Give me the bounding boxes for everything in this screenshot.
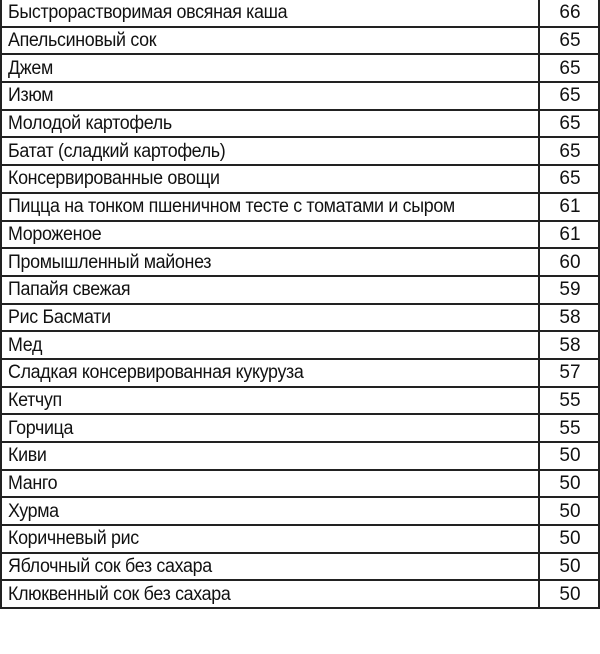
food-name-cell: Изюм xyxy=(1,82,539,110)
gi-value-cell: 61 xyxy=(539,221,599,249)
food-name-cell: Молодой картофель xyxy=(1,110,539,138)
table-row xyxy=(1,221,599,249)
table-row xyxy=(1,165,599,193)
table-row xyxy=(1,82,599,110)
food-name-cell: Кетчуп xyxy=(1,387,539,415)
gi-value-cell: 57 xyxy=(539,359,599,387)
gi-value-cell: 50 xyxy=(539,442,599,470)
table-row xyxy=(1,137,599,165)
food-name-cell: Манго xyxy=(1,470,539,498)
food-name-cell: Мороженое xyxy=(1,221,539,249)
table-row xyxy=(1,0,599,27)
food-name-cell: Джем xyxy=(1,54,539,82)
gi-value-cell: 65 xyxy=(539,165,599,193)
food-name-cell: Апельсиновый сок xyxy=(1,27,539,55)
food-name-cell: Яблочный сок без сахара xyxy=(1,553,539,581)
gi-value-cell: 65 xyxy=(539,110,599,138)
table-row xyxy=(1,276,599,304)
table-row xyxy=(1,387,599,415)
food-name-cell: Клюквенный сок без сахара xyxy=(1,580,539,608)
gi-value-cell: 65 xyxy=(539,137,599,165)
gi-value-cell: 50 xyxy=(539,525,599,553)
table-row xyxy=(1,470,599,498)
table-row xyxy=(1,110,599,138)
gi-value-cell: 50 xyxy=(539,553,599,581)
gi-value-cell: 61 xyxy=(539,193,599,221)
table-row xyxy=(1,27,599,55)
food-name-cell: Консервированные овощи xyxy=(1,165,539,193)
gi-value-cell: 58 xyxy=(539,304,599,332)
gi-value-cell: 50 xyxy=(539,470,599,498)
table-row xyxy=(1,525,599,553)
table-row xyxy=(1,248,599,276)
food-name-cell: Коричневый рис xyxy=(1,525,539,553)
gi-value-cell: 55 xyxy=(539,414,599,442)
gi-value-cell: 55 xyxy=(539,387,599,415)
food-name-cell: Киви xyxy=(1,442,539,470)
food-name-cell: Хурма xyxy=(1,497,539,525)
food-name-cell: Мед xyxy=(1,331,539,359)
food-name-cell: Рис Басмати xyxy=(1,304,539,332)
table-row xyxy=(1,359,599,387)
table-row xyxy=(1,553,599,581)
gi-value-cell: 58 xyxy=(539,331,599,359)
gi-value-cell: 50 xyxy=(539,497,599,525)
food-name-cell: Горчица xyxy=(1,414,539,442)
table-row xyxy=(1,580,599,608)
food-name-cell: Быстрорастворимая овсяная каша xyxy=(1,0,539,27)
food-name-cell: Батат (сладкий картофель) xyxy=(1,137,539,165)
gi-value-cell: 59 xyxy=(539,276,599,304)
gi-value-cell: 66 xyxy=(539,0,599,27)
food-name-cell: Промышленный майонез xyxy=(1,248,539,276)
table-row xyxy=(1,331,599,359)
gi-value-cell: 65 xyxy=(539,27,599,55)
food-name-cell: Сладкая консервированная кукуруза xyxy=(1,359,539,387)
food-name-cell: Папайя свежая xyxy=(1,276,539,304)
table-row xyxy=(1,497,599,525)
gi-value-cell: 60 xyxy=(539,248,599,276)
table-row xyxy=(1,193,599,221)
table-row xyxy=(1,414,599,442)
gi-value-cell: 50 xyxy=(539,580,599,608)
table-row xyxy=(1,54,599,82)
gi-value-cell: 65 xyxy=(539,54,599,82)
gi-value-cell: 65 xyxy=(539,82,599,110)
table-row xyxy=(1,304,599,332)
table-row xyxy=(1,442,599,470)
food-name-cell: Пицца на тонком пшеничном тесте с томатами и сыром xyxy=(1,193,539,221)
table-body xyxy=(1,0,599,608)
